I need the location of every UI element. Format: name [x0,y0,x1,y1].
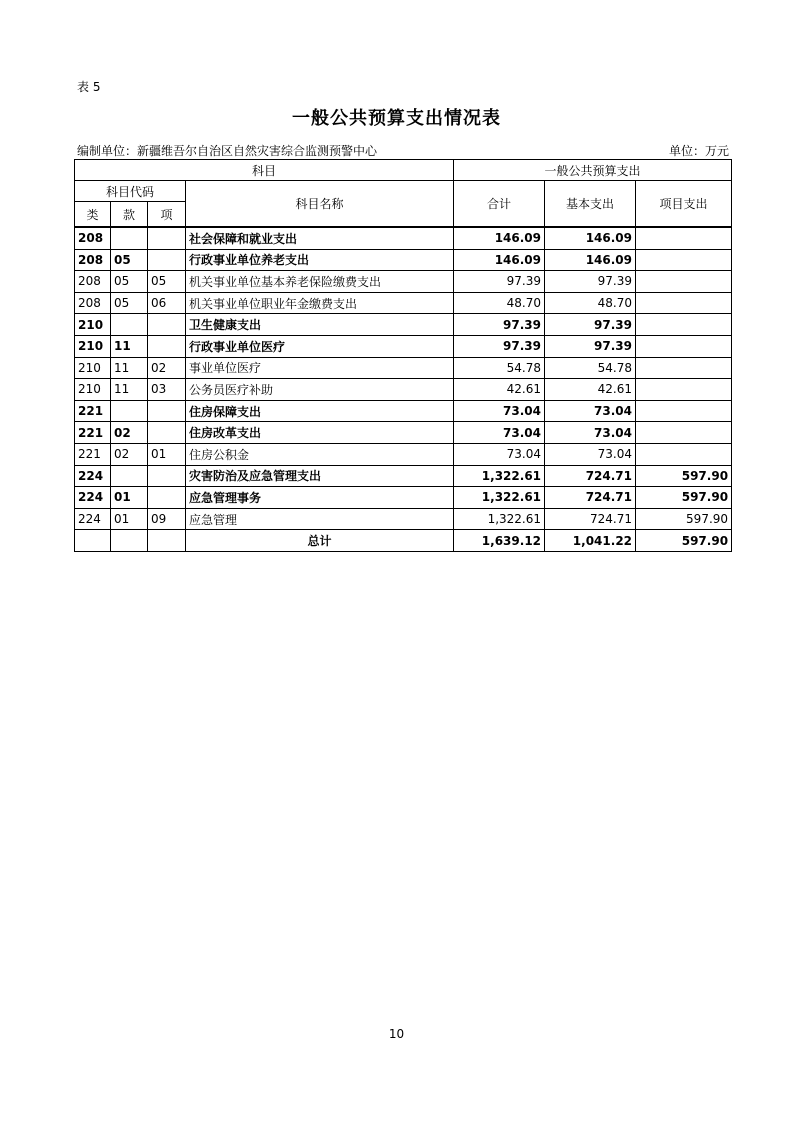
cell-xiang [148,530,186,552]
cell-project [636,292,732,314]
cell-lei: 224 [75,465,111,487]
cell-name: 社会保障和就业支出 [186,227,454,249]
cell-total: 1,322.61 [454,465,545,487]
table-row [75,379,732,401]
cell-xiang: 01 [148,443,186,465]
cell-project [636,314,732,336]
header-total: 合计 [454,181,545,228]
cell-xiang [148,314,186,336]
cell-xiang [148,227,186,249]
cell-basic: 48.70 [545,292,636,314]
cell-kuan [111,314,148,336]
cell-total: 97.39 [454,335,545,357]
cell-basic: 97.39 [545,335,636,357]
table-row [75,508,732,530]
cell-xiang [148,487,186,509]
cell-project [636,443,732,465]
cell-total: 54.78 [454,357,545,379]
cell-kuan [111,465,148,487]
header-code-group: 科目代码 [75,181,186,202]
cell-basic: 97.39 [545,314,636,336]
cell-name: 机关事业单位职业年金缴费支出 [186,292,454,314]
cell-lei: 210 [75,357,111,379]
cell-basic: 73.04 [545,422,636,444]
cell-name: 住房改革支出 [186,422,454,444]
cell-kuan: 11 [111,357,148,379]
page-title: 一般公共预算支出情况表 [292,108,501,129]
cell-name: 行政事业单位养老支出 [186,249,454,271]
table-row [75,292,732,314]
cell-lei: 208 [75,227,111,249]
table-row [75,314,732,336]
table-row [75,249,732,271]
cell-xiang: 06 [148,292,186,314]
header-subject-name: 科目名称 [186,181,454,228]
table-row [75,227,732,249]
cell-xiang: 02 [148,357,186,379]
cell-basic: 73.04 [545,400,636,422]
table-row [75,357,732,379]
cell-xiang: 03 [148,379,186,401]
cell-lei: 210 [75,314,111,336]
table-row [75,487,732,509]
table-row [75,400,732,422]
total-project: 597.90 [636,530,732,552]
cell-xiang [148,400,186,422]
table-row [75,443,732,465]
cell-project: 597.90 [636,487,732,509]
cell-basic: 724.71 [545,465,636,487]
cell-project [636,249,732,271]
cell-name: 公务员医疗补助 [186,379,454,401]
cell-xiang: 09 [148,508,186,530]
cell-kuan: 11 [111,379,148,401]
cell-total: 73.04 [454,443,545,465]
cell-lei: 208 [75,249,111,271]
cell-name: 应急管理 [186,508,454,530]
cell-project [636,400,732,422]
cell-lei: 210 [75,379,111,401]
cell-project: 597.90 [636,465,732,487]
table-number: 表 5 [77,80,101,94]
header-budget-group: 一般公共预算支出 [454,160,732,181]
cell-lei: 224 [75,487,111,509]
cell-kuan: 11 [111,335,148,357]
cell-basic: 54.78 [545,357,636,379]
cell-total: 42.61 [454,379,545,401]
header-xiang: 项 [148,202,186,228]
cell-project [636,357,732,379]
cell-name: 应急管理事务 [186,487,454,509]
budget-table [74,159,732,552]
total-label: 总计 [186,530,454,552]
cell-project: 597.90 [636,508,732,530]
cell-lei: 221 [75,400,111,422]
header-basic: 基本支出 [545,181,636,228]
cell-basic: 724.71 [545,487,636,509]
cell-lei: 208 [75,271,111,293]
cell-name: 住房公积金 [186,443,454,465]
cell-kuan: 01 [111,487,148,509]
cell-name: 机关事业单位基本养老保险缴费支出 [186,271,454,293]
unit-label: 单位：万元 [668,144,729,158]
cell-name: 行政事业单位医疗 [186,335,454,357]
total-basic: 1,041.22 [545,530,636,552]
cell-kuan: 02 [111,422,148,444]
cell-xiang [148,335,186,357]
cell-project [636,227,732,249]
cell-project [636,422,732,444]
cell-kuan: 02 [111,443,148,465]
organization-label: 编制单位：新疆维吾尔自治区自然灾害综合监测预警中心 [77,144,378,158]
cell-total: 97.39 [454,271,545,293]
table-row [75,335,732,357]
cell-xiang [148,422,186,444]
cell-xiang [148,249,186,271]
cell-basic: 146.09 [545,249,636,271]
cell-basic: 97.39 [545,271,636,293]
header-project: 项目支出 [636,181,732,228]
cell-name: 住房保障支出 [186,400,454,422]
cell-name: 卫生健康支出 [186,314,454,336]
cell-total: 97.39 [454,314,545,336]
cell-lei: 224 [75,508,111,530]
header-subject: 科目 [75,160,454,181]
cell-total: 1,322.61 [454,508,545,530]
cell-kuan: 05 [111,271,148,293]
cell-name: 灾害防治及应急管理支出 [186,465,454,487]
cell-xiang [148,465,186,487]
cell-project [636,271,732,293]
cell-basic: 724.71 [545,508,636,530]
cell-lei: 221 [75,443,111,465]
cell-kuan: 05 [111,292,148,314]
header-lei: 类 [75,202,111,228]
cell-kuan [111,400,148,422]
cell-project [636,379,732,401]
total-row [75,530,732,552]
cell-lei: 221 [75,422,111,444]
table-row [75,271,732,293]
table-row [75,422,732,444]
cell-lei: 210 [75,335,111,357]
cell-project [636,335,732,357]
cell-total: 146.09 [454,249,545,271]
cell-total: 146.09 [454,227,545,249]
cell-basic: 73.04 [545,443,636,465]
cell-kuan [111,227,148,249]
cell-total: 73.04 [454,400,545,422]
cell-kuan: 05 [111,249,148,271]
cell-basic: 42.61 [545,379,636,401]
cell-kuan: 01 [111,508,148,530]
total-sum: 1,639.12 [454,530,545,552]
cell-lei [75,530,111,552]
cell-xiang: 05 [148,271,186,293]
cell-lei: 208 [75,292,111,314]
header-kuan: 款 [111,202,148,228]
cell-name: 事业单位医疗 [186,357,454,379]
table-row [75,465,732,487]
page-number: 10 [388,1027,405,1041]
cell-total: 1,322.61 [454,487,545,509]
cell-total: 48.70 [454,292,545,314]
cell-total: 73.04 [454,422,545,444]
cell-kuan [111,530,148,552]
cell-basic: 146.09 [545,227,636,249]
